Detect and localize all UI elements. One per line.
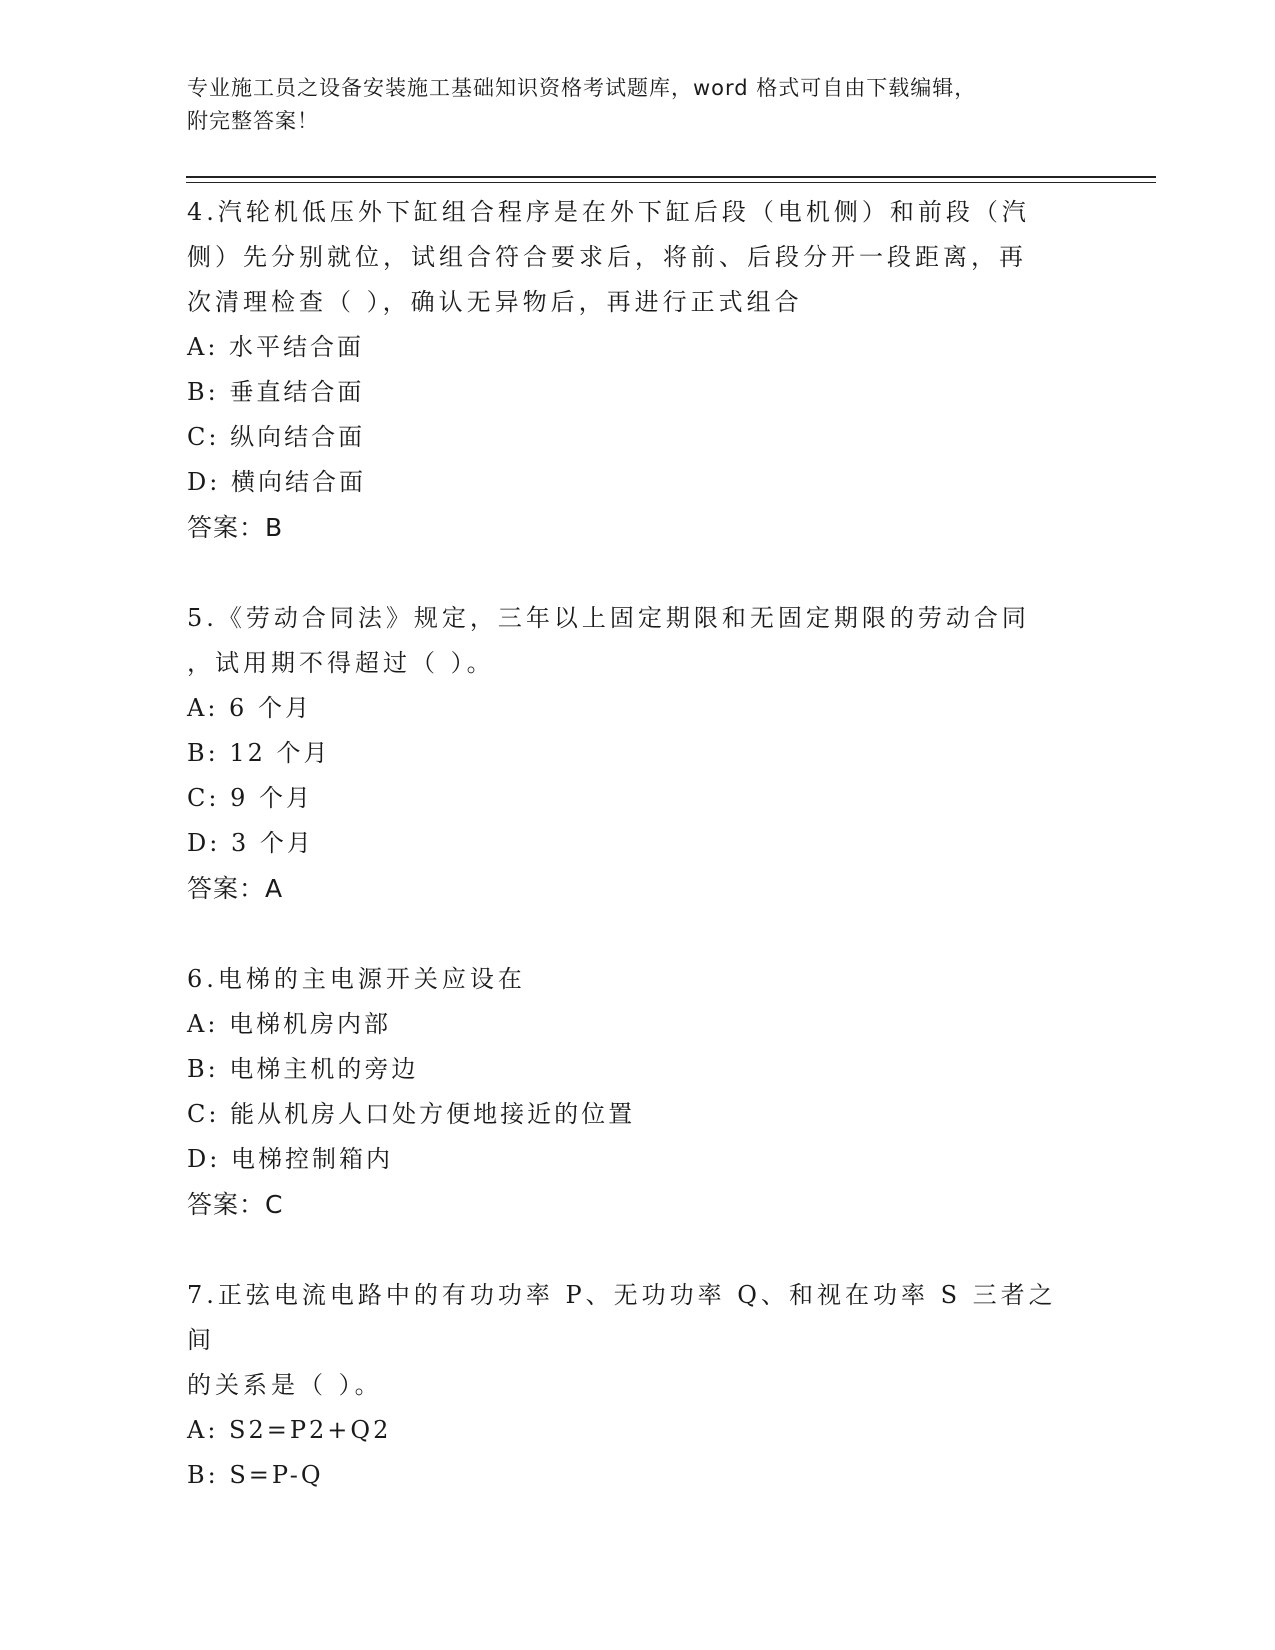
question-text-line: ，试用期不得超过（ ）。	[187, 649, 495, 677]
question-5	[187, 596, 1067, 911]
header-line-1: 专业施工员之设备安装施工基础知识资格考试题库，word 格式可自由下载编辑，	[187, 76, 977, 100]
header-divider-thick	[186, 176, 1156, 178]
option-b: B: 12 个月	[187, 739, 331, 767]
option-a: A: 电梯机房内部	[187, 1010, 392, 1038]
option-c: C: 9 个月	[187, 784, 313, 812]
question-text-line: 次清理检查（ ），确认无异物后，再进行正式组合	[187, 288, 803, 316]
question-text-line: 5.《劳动合同法》规定，三年以上固定期限和无固定期限的劳动合同	[187, 604, 1030, 632]
question-text-line: 侧）先分别就位，试组合符合要求后，将前、后段分开一段距离，再	[187, 243, 1027, 271]
question-7	[187, 1273, 1067, 1498]
option-d: D: 电梯控制箱内	[187, 1145, 393, 1173]
option-b: B: 电梯主机的旁边	[187, 1055, 419, 1083]
option-d: D: 3 个月	[187, 829, 314, 857]
header-divider-thin	[186, 182, 1156, 183]
question-6	[187, 957, 1067, 1227]
header-line-2: 附完整答案！	[187, 109, 319, 133]
option-c: C: 纵向结合面	[187, 423, 366, 451]
question-text-line: 4.汽轮机低压外下缸组合程序是在外下缸后段（电机侧）和前段（汽	[187, 198, 1030, 226]
question-text-line: 7.正弦电流电路中的有功功率 P、无功功率 Q、和视在功率 S 三者之间	[187, 1281, 1057, 1354]
answer-line: 答案：C	[187, 1190, 284, 1219]
option-b: B: S=P-Q	[187, 1461, 324, 1489]
answer-line: 答案：A	[187, 874, 284, 903]
option-a: A: 6 个月	[187, 694, 312, 722]
answer-line: 答案：B	[187, 513, 284, 542]
option-a: A: 水平结合面	[187, 333, 365, 361]
document-header	[187, 72, 1067, 138]
option-a: A: S2=P2+Q2	[187, 1416, 392, 1444]
option-d: D: 横向结合面	[187, 468, 366, 496]
question-4	[187, 190, 1067, 550]
option-b: B: 垂直结合面	[187, 378, 365, 406]
option-c: C: 能从机房人口处方便地接近的位置	[187, 1100, 636, 1128]
question-text-line: 的关系是（ ）。	[187, 1371, 383, 1399]
question-text-line: 6.电梯的主电源开关应设在	[187, 965, 526, 993]
question-list	[187, 190, 1067, 1544]
